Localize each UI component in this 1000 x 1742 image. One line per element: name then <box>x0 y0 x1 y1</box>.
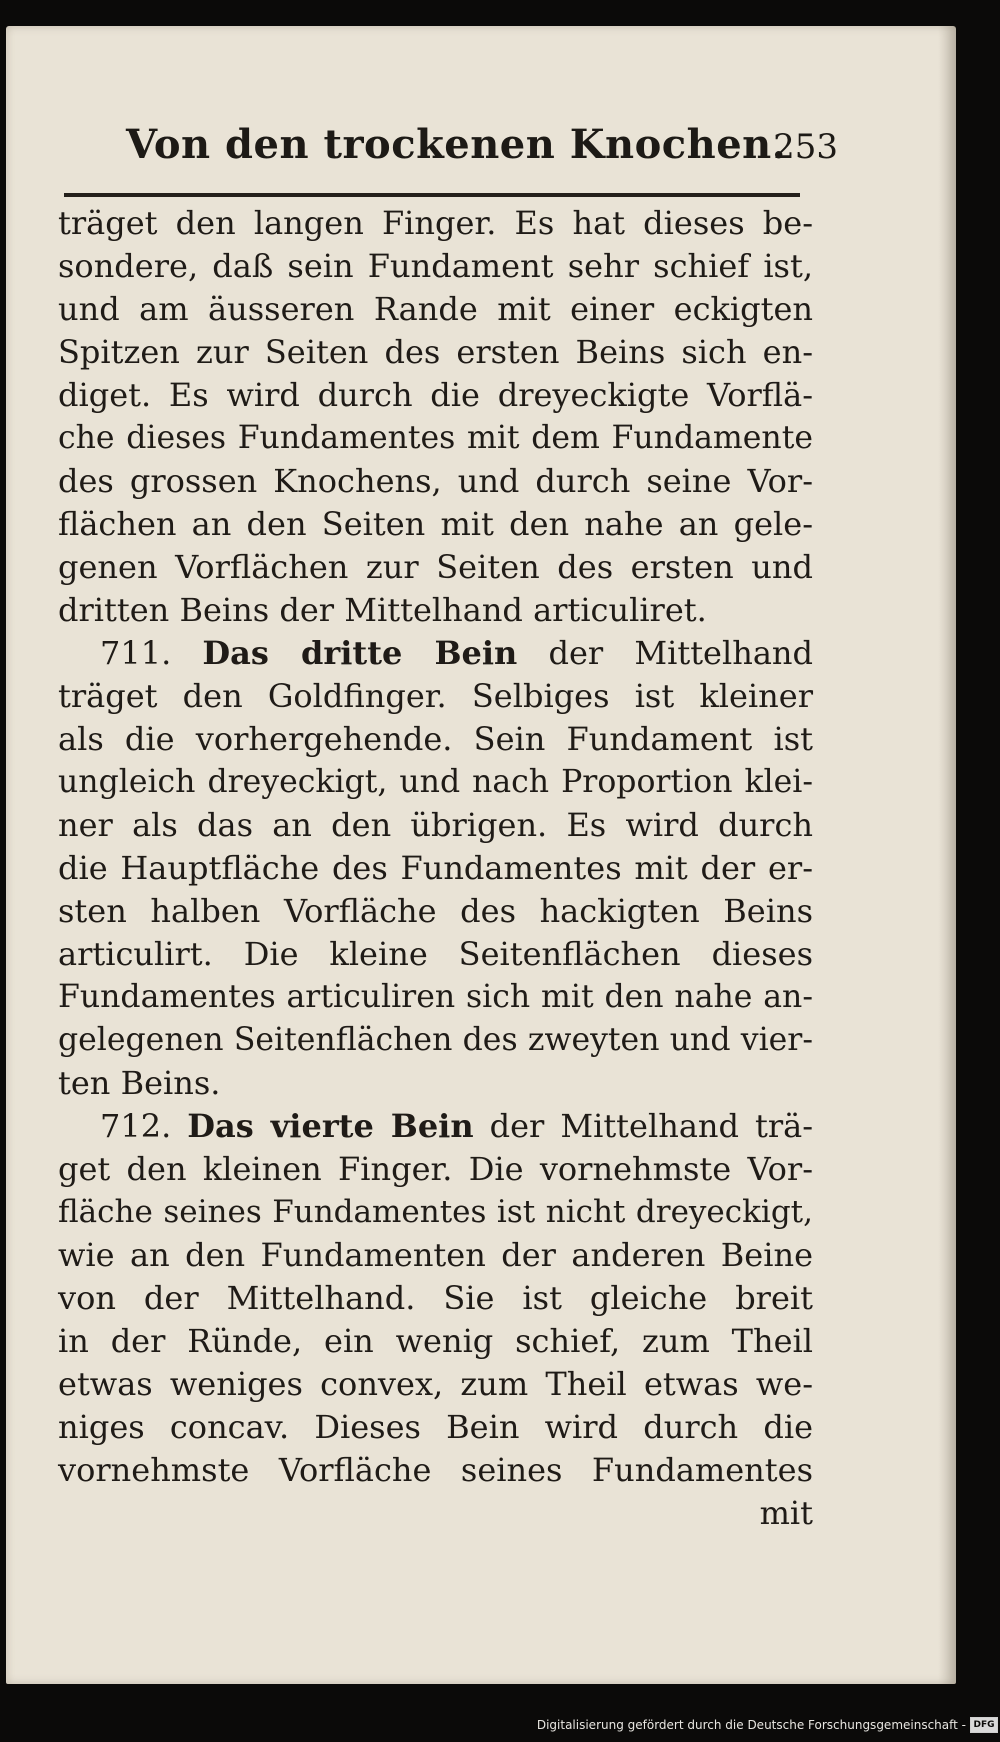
text-line: get den kleinen Finger. Die vornehmste Vor- <box>58 1150 813 1188</box>
text-line: etwas weniges convex, zum Theil etwas we- <box>58 1365 813 1403</box>
dfg-logo-icon: DFG <box>970 1717 998 1733</box>
text-line: genen Vorflächen zur Seiten des ersten und <box>58 548 813 586</box>
section-first-line-rest: der Mittelhand <box>548 634 813 672</box>
text-line: wie an den Fundamenten der anderen Beine <box>58 1236 813 1274</box>
text-line: von der Mittelhand. Sie ist gleiche breit <box>58 1279 813 1317</box>
section-712-heading-line <box>58 1105 813 1148</box>
text-line: als die vorhergehende. Sein Fundament ist <box>58 720 813 758</box>
text-line: sondere, daß sein Fundament sehr schief ist, <box>58 247 813 285</box>
text-line: die Hauptfläche des Fundamentes mit der er- <box>58 849 813 887</box>
text-line: dritten Beins der Mittelhand articuliret. <box>58 591 707 629</box>
section-711-heading-line <box>58 632 813 675</box>
text-line: ner als das an den übrigen. Es wird durch <box>58 806 813 844</box>
section-first-line-rest: der Mittelhand trä- <box>489 1107 814 1145</box>
body-text <box>58 202 813 1535</box>
text-line: sten halben Vorfläche des hackigten Beins <box>58 892 813 930</box>
footer-credit: Digitalisierung gefördert durch die Deutsche Forschungsgemeinschaft - <box>536 1718 966 1732</box>
text-line: Spitzen zur Seiten des ersten Beins sich en- <box>58 333 813 371</box>
section-number: 712. <box>100 1107 172 1145</box>
text-line: träget den Goldfinger. Selbiges ist kleiner <box>58 677 813 715</box>
text-line: flächen an den Seiten mit den nahe an gele- <box>58 505 813 543</box>
text-line: articulirt. Die kleine Seitenflächen dieses <box>58 935 813 973</box>
header-rule <box>64 193 800 197</box>
running-title: Von den trockenen Knochen. <box>126 121 787 168</box>
text-line: und am äusseren Rande mit einer eckigten <box>58 290 813 328</box>
catchword: mit <box>759 1494 813 1532</box>
text-line: ungleich dreyeckigt, und nach Proportion klei- <box>58 764 813 800</box>
text-line: fläche seines Fundamentes ist nicht dreyeckigt, <box>58 1194 813 1230</box>
text-line: diget. Es wird durch die dreyeckigte Vorflä- <box>58 376 813 414</box>
text-line: des grossen Knochens, und durch seine Vor- <box>58 462 813 500</box>
section-number: 711. <box>100 634 172 672</box>
text-line: in der Ründe, ein wenig schief, zum Theil <box>58 1322 813 1360</box>
text-line: Fundamentes articuliren sich mit den nahe an- <box>58 979 813 1015</box>
digitization-footer <box>537 1714 998 1736</box>
text-line: niges concav. Dieses Bein wird durch die <box>58 1408 813 1446</box>
text-line: che dieses Fundamentes mit dem Fundamente <box>58 420 813 456</box>
section-lead: Das vierte Bein <box>187 1107 474 1145</box>
text-line: vornehmste Vorfläche seines Fundamentes <box>58 1451 813 1489</box>
text-line: ten Beins. <box>58 1064 221 1102</box>
book-page <box>6 26 956 1684</box>
text-line: träget den langen Finger. Es hat dieses be- <box>58 204 813 242</box>
section-lead: Das dritte Bein <box>202 634 518 672</box>
page-header <box>126 121 838 191</box>
text-line: gelegenen Seitenflächen des zweyten und vier- <box>58 1022 813 1058</box>
page-number: 253 <box>773 127 838 167</box>
